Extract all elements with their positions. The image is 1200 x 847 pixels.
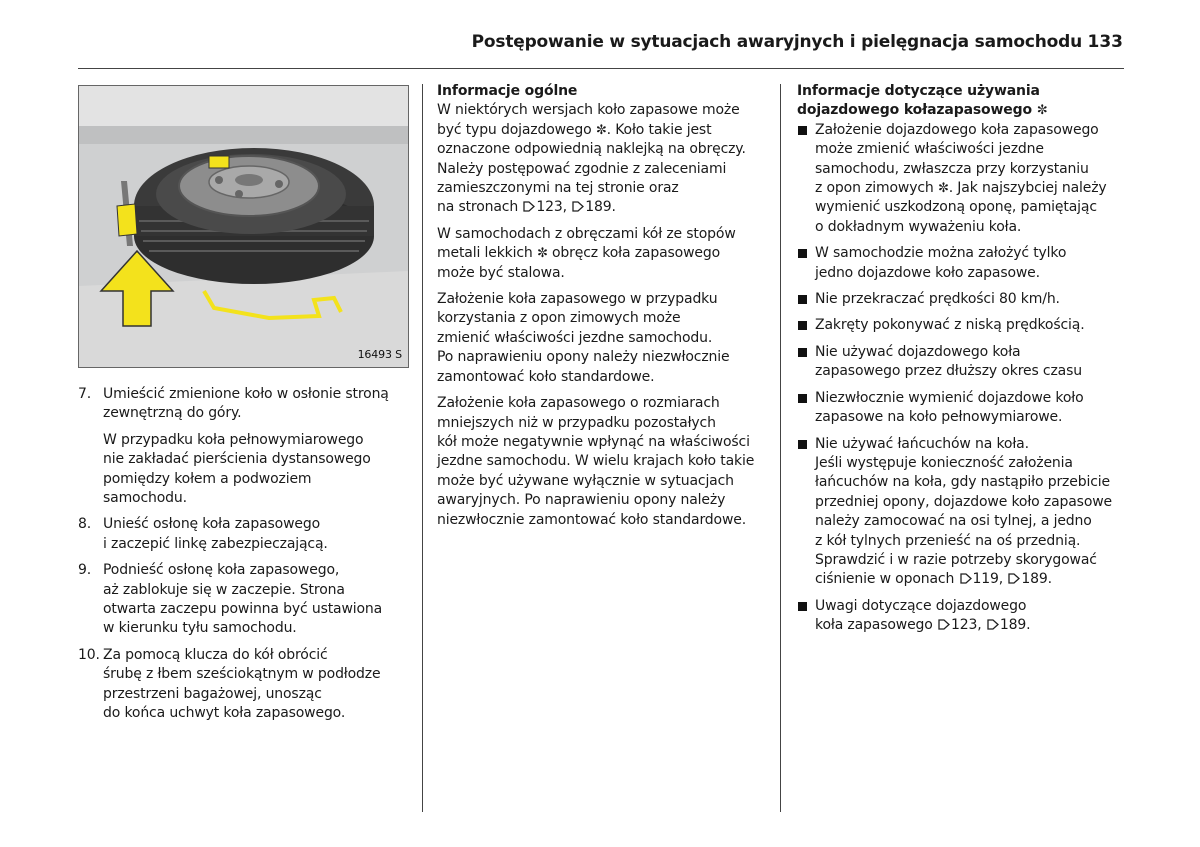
text-line <box>815 616 1127 635</box>
list-item <box>797 343 1127 382</box>
list-item <box>797 121 1127 237</box>
step-text: Umieścić zmienione koło w osłonie stroną <box>103 386 389 402</box>
page-ref: 189. <box>999 617 1031 634</box>
text-line: Jeśli występuje konieczność założenia <box>815 454 1073 471</box>
header-rule <box>78 68 1124 69</box>
text-span: być typu dojazdowego <box>437 121 592 138</box>
text-line: zamontować koło standardowe. <box>437 368 655 385</box>
bullet-square-icon <box>798 321 807 330</box>
general-info-heading: Informacje ogólne <box>437 83 578 99</box>
paragraph-4 <box>437 394 767 530</box>
step-9 <box>78 561 408 639</box>
page-ref: 123, <box>536 199 567 216</box>
list-item <box>797 244 1127 283</box>
text-line: zmienić właściwości jezdne samochodu. <box>437 329 713 346</box>
text-line: Uwagi dotyczące dojazdowego <box>815 597 1027 614</box>
text-line: Nie używać dojazdowego koła <box>815 343 1021 360</box>
text-line: może być używane wyłącznie w sytuacjach <box>437 472 734 489</box>
bullet-square-icon <box>798 394 807 403</box>
list-item <box>797 316 1127 335</box>
step-number: 9. <box>78 562 92 579</box>
step-text: zewnętrzną do góry. <box>103 405 242 422</box>
text-line: łańcuchów na koła, gdy nastąpiło przebicie <box>815 474 1110 491</box>
right-column <box>797 82 1127 643</box>
text-line: przedniej opony, dojazdowe koło zapasowe <box>815 493 1113 510</box>
compact-spare-heading <box>797 82 1127 121</box>
page-ref: 119, <box>972 571 1004 588</box>
page-ref: 123, <box>951 617 982 634</box>
text-line: korzystania z opon zimowych może <box>437 310 681 327</box>
text-line: Nie używać łańcuchów na koła. <box>815 435 1029 452</box>
text-line: wymienić uszkodzoną oponę, pamiętając <box>815 199 1097 216</box>
text-span: z opon zimowych <box>815 180 934 197</box>
middle-column <box>437 82 767 530</box>
page-ref-arrow-icon <box>523 200 535 213</box>
text-span: ciśnienie w oponach <box>815 571 955 588</box>
heading-line <box>797 101 1127 120</box>
text-line: Niezwłocznie wymienić dojazdowe koło <box>815 389 1084 406</box>
text-line: może zmienić właściwości jezdne <box>815 141 1044 158</box>
text-line: zapasowego przez dłuższy okres czasu <box>815 363 1082 380</box>
list-item <box>797 597 1127 636</box>
text-line: oznaczone odpowiednią naklejką na obręczy. <box>437 141 746 158</box>
text-line: kół może negatywnie wpłynąć na właściwości <box>437 433 750 450</box>
page-number: 133 <box>1087 32 1123 52</box>
bullet-square-icon <box>798 295 807 304</box>
step-number: 10. <box>78 646 100 663</box>
step-8 <box>78 515 408 554</box>
step-text: Unieść osłonę koła zapasowego <box>103 516 321 533</box>
text-span: . Jak najszybciej należy <box>948 180 1107 197</box>
spare-wheel-figure <box>78 85 409 368</box>
text-span: obręcz koła zapasowego <box>552 245 720 262</box>
bullet-square-icon <box>798 602 807 611</box>
step-text: śrubę z łbem sześciokątnym w podłodze <box>103 666 381 683</box>
text-line: jezdne samochodu. W wielu krajach koło takie <box>437 453 755 470</box>
page-ref-arrow-icon <box>1008 572 1020 585</box>
step-note-line: pomiędzy kołem a podwoziem <box>103 470 312 487</box>
spare-wheel-icon: ✼ <box>1036 103 1048 119</box>
text-line: Założenie koła zapasowego w przypadku <box>437 291 718 308</box>
text-line: Po naprawieniu opony należy niezwłocznie <box>437 349 730 366</box>
step-note-line: nie zakładać pierścienia dystansowego <box>103 451 371 468</box>
text-line: należy zamocować na osi tylnej, a jedno <box>815 513 1092 530</box>
text-line: zapasowe na koło pełnowymiarowe. <box>815 409 1063 426</box>
heading-line: Informacje dotyczące używania <box>797 83 1040 99</box>
step-note-line: W przypadku koła pełnowymiarowego <box>103 431 364 448</box>
text-line: samochodu, zwłaszcza przy korzystaniu <box>815 160 1089 177</box>
bullet-square-icon <box>798 348 807 357</box>
text-line <box>437 198 767 217</box>
page-ref-arrow-icon <box>938 618 950 631</box>
bullet-square-icon <box>798 249 807 258</box>
text-span: dojazdowego kołazapasowego <box>797 102 1032 119</box>
steps-list <box>78 385 408 724</box>
step-10 <box>78 646 408 724</box>
column-divider-2 <box>780 84 781 812</box>
text-line: może być stalowa. <box>437 264 565 281</box>
step-text: Za pomocą klucza do kół obrócić <box>103 646 328 663</box>
section-title: Postępowanie w sytuacjach awaryjnych i pielęgnacja samochodu <box>471 32 1082 52</box>
page-ref-arrow-icon <box>960 572 972 585</box>
left-column <box>78 82 408 731</box>
text-line: Założenie koła zapasowego o rozmiarach <box>437 395 720 412</box>
spare-wheel-icon: ✼ <box>595 122 607 138</box>
paragraph-1 <box>437 101 767 217</box>
compact-spare-list <box>797 121 1127 636</box>
step-text: Podnieść osłonę koła zapasowego, <box>103 562 340 579</box>
text-line: W samochodach z obręczami kół ze stopów <box>437 225 736 242</box>
step-text: i zaczepić linkę zabezpieczającą. <box>103 535 328 552</box>
spare-wheel-icon: ✼ <box>937 181 949 197</box>
text-span: koła zapasowego <box>815 617 933 634</box>
page-ref-arrow-icon <box>987 618 999 631</box>
text-line: jedno dojazdowe koło zapasowe. <box>815 264 1040 281</box>
text-line: niezwłocznie zamontować koło standardowe. <box>437 511 747 528</box>
page-ref: 189. <box>585 199 616 216</box>
text-span: . Koło takie jest <box>606 121 712 138</box>
page-ref-arrow-icon <box>572 200 584 213</box>
text-span: na stronach <box>437 199 519 216</box>
text-line: W samochodzie można założyć tylko <box>815 245 1067 262</box>
text-line <box>815 179 1127 198</box>
text-line: Zakręty pokonywać z niską prędkością. <box>815 317 1085 334</box>
step-number: 8. <box>78 516 92 533</box>
step-text: przestrzeni bagażowej, unosząc <box>103 685 322 702</box>
step-7 <box>78 385 408 508</box>
page-ref: 189. <box>1021 571 1052 588</box>
text-line: awaryjnych. Po naprawieniu opony należy <box>437 492 726 509</box>
step-number: 7. <box>78 386 92 402</box>
spare-wheel-icon: ✼ <box>536 246 548 262</box>
text-line: z kół tylnych przenieść na oś przednią. <box>815 532 1081 549</box>
step-note <box>103 431 408 509</box>
bullet-square-icon <box>798 440 807 449</box>
text-line: mniejszych niż w przypadku pozostałych <box>437 414 716 431</box>
list-item <box>797 290 1127 309</box>
paragraph-2 <box>437 225 767 283</box>
text-line: Sprawdzić i w razie potrzeby skorygować <box>815 551 1097 568</box>
text-line <box>815 570 1127 589</box>
text-line: Nie przekraczać prędkości 80 km/h. <box>815 291 1060 308</box>
text-line <box>437 244 767 263</box>
spare-wheel-illustration <box>79 86 408 367</box>
step-text: w kierunku tyłu samochodu. <box>103 620 297 637</box>
text-line: W niektórych wersjach koło zapasowe może <box>437 102 740 119</box>
step-note-line: samochodu. <box>103 490 187 507</box>
paragraph-3 <box>437 290 767 387</box>
text-line: o dokładnym wyważeniu koła. <box>815 218 1022 235</box>
text-line: Założenie dojazdowego koła zapasowego <box>815 121 1099 138</box>
column-divider-1 <box>422 84 423 812</box>
step-text: do końca uchwyt koła zapasowego. <box>103 705 346 722</box>
page-header <box>0 28 1200 58</box>
list-item <box>797 389 1127 428</box>
figure-code: 16493 S <box>357 347 402 361</box>
bullet-square-icon <box>798 126 807 135</box>
list-item <box>797 435 1127 590</box>
text-span: metali lekkich <box>437 245 533 262</box>
step-text: otwarta zaczepu powinna być ustawiona <box>103 601 383 618</box>
text-line <box>437 121 767 140</box>
text-line: Należy postępować zgodnie z zaleceniami <box>437 160 727 177</box>
step-text: aż zablokuje się w zaczepie. Strona <box>103 581 345 598</box>
text-line: zamieszczonymi na tej stronie oraz <box>437 180 679 197</box>
